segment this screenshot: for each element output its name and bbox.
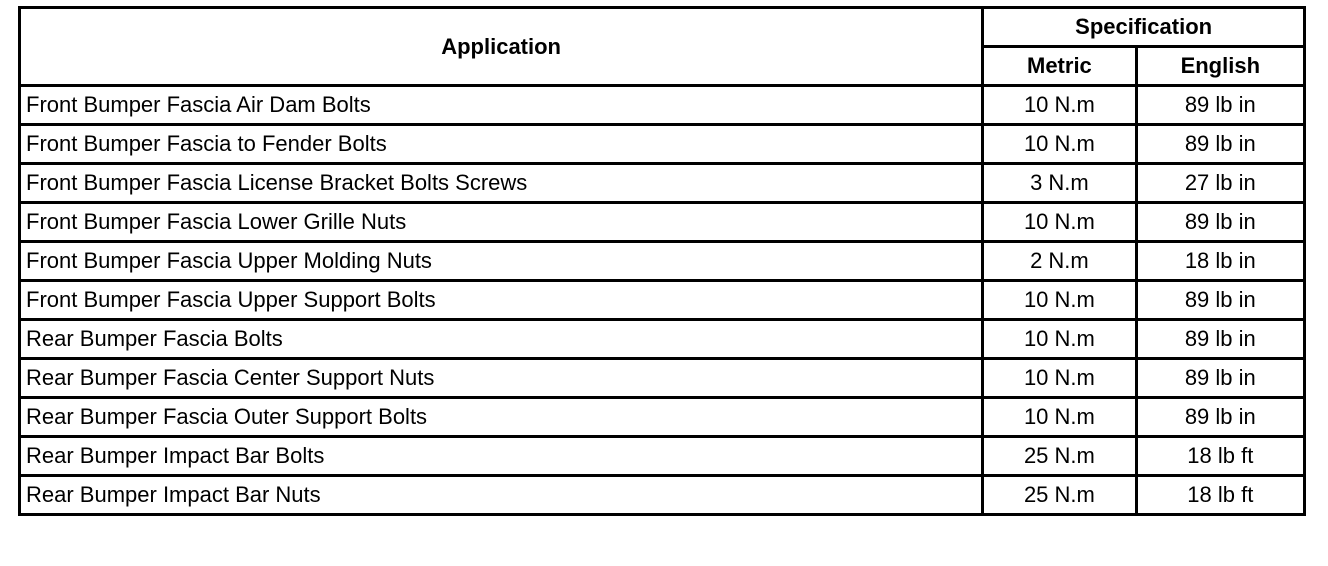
- table-row: [20, 476, 1305, 515]
- table-row: [20, 164, 1305, 203]
- cell-english: 18 lb ft: [1136, 437, 1304, 476]
- table-body: [20, 86, 1305, 515]
- cell-metric: 10 N.m: [983, 203, 1136, 242]
- table-row: [20, 125, 1305, 164]
- table-row: [20, 437, 1305, 476]
- cell-metric: 10 N.m: [983, 320, 1136, 359]
- cell-application: Rear Bumper Fascia Bolts: [20, 320, 983, 359]
- table-row: [20, 320, 1305, 359]
- cell-metric: 2 N.m: [983, 242, 1136, 281]
- cell-english: 89 lb in: [1136, 359, 1304, 398]
- cell-metric: 10 N.m: [983, 398, 1136, 437]
- cell-application: Front Bumper Fascia to Fender Bolts: [20, 125, 983, 164]
- cell-english: 18 lb ft: [1136, 476, 1304, 515]
- cell-metric: 25 N.m: [983, 437, 1136, 476]
- header-specification: Specification: [983, 8, 1305, 47]
- cell-english: 18 lb in: [1136, 242, 1304, 281]
- table-row: [20, 398, 1305, 437]
- cell-english: 89 lb in: [1136, 203, 1304, 242]
- table-row: [20, 359, 1305, 398]
- cell-english: 89 lb in: [1136, 281, 1304, 320]
- cell-english: 89 lb in: [1136, 86, 1304, 125]
- table-row: [20, 242, 1305, 281]
- cell-metric: 25 N.m: [983, 476, 1136, 515]
- cell-english: 27 lb in: [1136, 164, 1304, 203]
- cell-metric: 3 N.m: [983, 164, 1136, 203]
- table-row: [20, 281, 1305, 320]
- cell-english: 89 lb in: [1136, 398, 1304, 437]
- cell-metric: 10 N.m: [983, 359, 1136, 398]
- cell-application: Front Bumper Fascia Upper Support Bolts: [20, 281, 983, 320]
- header-row-top: [20, 8, 1305, 47]
- cell-application: Front Bumper Fascia Upper Molding Nuts: [20, 242, 983, 281]
- cell-application: Front Bumper Fascia Air Dam Bolts: [20, 86, 983, 125]
- table-row: [20, 86, 1305, 125]
- cell-metric: 10 N.m: [983, 86, 1136, 125]
- header-metric: Metric: [983, 47, 1136, 86]
- cell-application: Rear Bumper Fascia Center Support Nuts: [20, 359, 983, 398]
- cell-application: Front Bumper Fascia License Bracket Bolts Screws: [20, 164, 983, 203]
- header-english: English: [1136, 47, 1304, 86]
- torque-specification-table: [18, 6, 1306, 516]
- cell-metric: 10 N.m: [983, 125, 1136, 164]
- cell-application: Rear Bumper Impact Bar Nuts: [20, 476, 983, 515]
- cell-metric: 10 N.m: [983, 281, 1136, 320]
- cell-application: Front Bumper Fascia Lower Grille Nuts: [20, 203, 983, 242]
- table-row: [20, 203, 1305, 242]
- cell-application: Rear Bumper Impact Bar Bolts: [20, 437, 983, 476]
- cell-application: Rear Bumper Fascia Outer Support Bolts: [20, 398, 983, 437]
- table-header: [20, 8, 1305, 86]
- cell-english: 89 lb in: [1136, 320, 1304, 359]
- header-application: Application: [20, 8, 983, 86]
- cell-english: 89 lb in: [1136, 125, 1304, 164]
